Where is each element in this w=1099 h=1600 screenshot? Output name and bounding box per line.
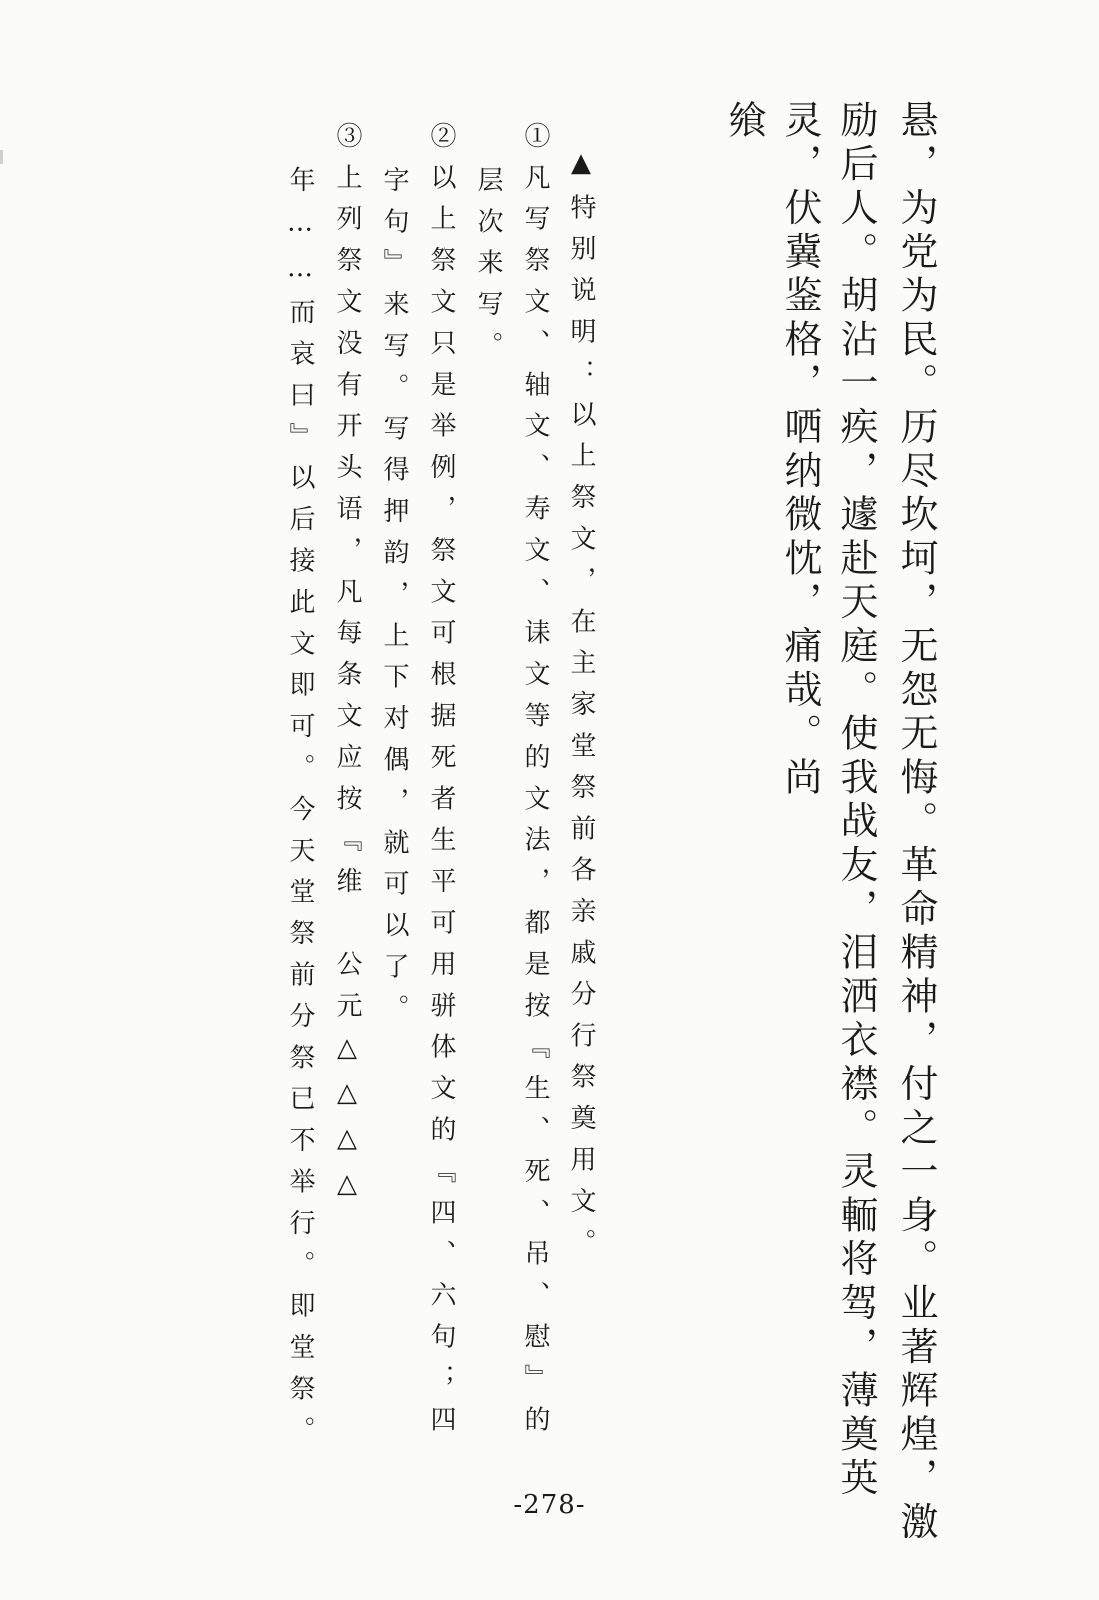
special-note: ▲特别说明：以上祭文，在主家堂祭前各亲戚分行祭奠用文。 xyxy=(566,148,596,1270)
body-column-3: 灵，伏冀鉴格，哂纳微忱，痛哉。尚 xyxy=(778,100,822,801)
note-item-3-line-1: ③上列祭文没有开头语，凡每条文应按『维 公元△△△△ xyxy=(332,122,362,1215)
note-item-2-line-2: 字句』来写。写得押韵，上下对偶，就可以了。 xyxy=(379,166,409,1036)
body-column-1: 悬，为党为民。历尽坎坷，无怨无悔。革命精神，付之一身。业著辉煌，激 xyxy=(894,100,938,1546)
note-item-1-line-1: ①凡写祭文、轴文、寿文、诔文等的文法，都是按『生、死、吊、慰』的 xyxy=(520,122,550,1447)
page-number: -278- xyxy=(513,1490,586,1520)
note-item-1-line-2: 层次来写。 xyxy=(473,166,503,373)
note-item-3-line-2: 年……而哀曰』以后接此文即可。今天堂祭前分祭已不举行。即堂祭。 xyxy=(285,166,315,1458)
note-item-2-line-1: ②以上祭文只是举例，祭文可根据死者生平可用骈体文的『四、六句；四 xyxy=(426,122,456,1447)
body-column-4: 飨 xyxy=(722,100,766,144)
body-column-2: 励后人。胡沾一疾，遽赴天庭。使我战友，泪洒衣襟。灵輀将驾，薄奠英 xyxy=(834,100,878,1502)
scan-edge-mark xyxy=(0,150,3,164)
